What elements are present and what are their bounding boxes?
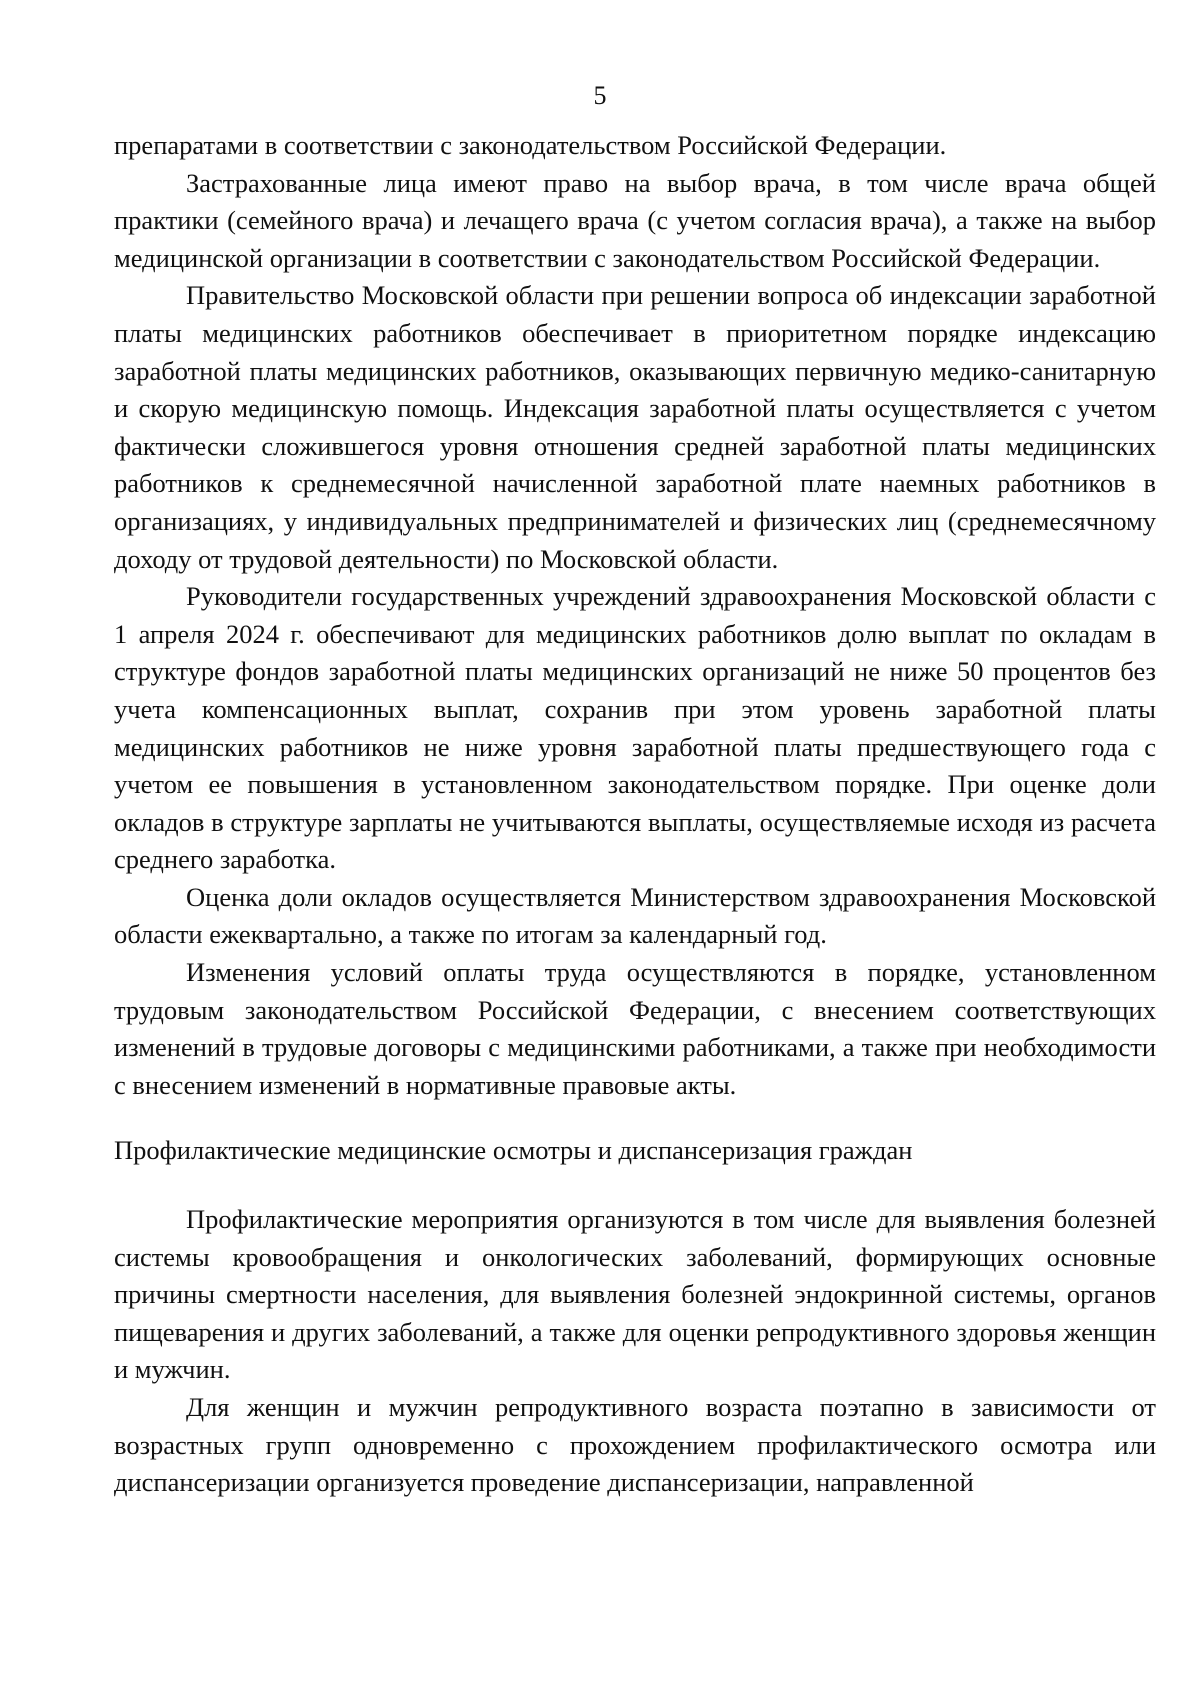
document-body [114,127,1156,1502]
paragraph-salary-share: Руководители государственных учреждений здравоохранения Московской области с 1 апреля 2024 г. обеспечивают для медицинских работников долю выплат по окладам в структуре фондов заработной платы медицинских организаций не ниже 50 процентов без учета компенсационных выплат, сохранив при этом уровень заработной платы медицинских работников не ниже уровня заработной платы предшествующего года с учетом ее повышения в установленном законодательством порядке. При оценке доли окладов в структуре зарплаты не учитываются выплаты, осуществляемые исходя из расчета среднего заработка. [114,581,1156,875]
paragraph-salary-assessment: Оценка доли окладов осуществляется Министерством здравоохранения Московской области ежеквартально, а также по итогам за календарный год. [114,881,1156,950]
paragraph-reproductive-screening: Для женщин и мужчин репродуктивного возраста поэтапно в зависимости от возрастных групп одновременно с прохождением профилактического осмотра или диспансеризации организуется проведение диспансеризации, направленной [114,1392,1156,1498]
paragraph-continuation: препаратами в соответствии с законодательством Российской Федерации. [114,130,947,160]
page-number: 5 [593,81,607,110]
paragraph-salary-indexation: Правительство Московской области при решении вопроса об индексации заработной платы медицинских работников обеспечивает в приоритетном порядке индексацию заработной платы медицинских работников, оказывающих первичную медико-санитарную и скорую медицинскую помощь. Индексация заработной платы осуществляется с учетом фактически сложившегося уровня отношения средней заработной платы медицинских работников к среднемесячной начисленной заработной плате наемных работников в организациях, у индивидуальных предпринимателей и физических лиц (среднемесячному доходу от трудовой деятельности) по Московской области. [114,280,1156,574]
paragraph-choice-of-doctor: Застрахованные лица имеют право на выбор врача, в том числе врача общей практики (семейного врача) и лечащего врача (с учетом согласия врача), а также на выбор медицинской организации в соответствии с законодательством Российской Федерации. [114,167,1156,273]
paragraph-preventive-measures: Профилактические мероприятия организуются в том числе для выявления болезней системы кровообращения и онкологических заболеваний, формирующих основные причины смертности населения, для выявления болезней эндокринной системы, органов пищеварения и других заболеваний, а также для оценки репродуктивного здоровья женщин и мужчин. [114,1204,1156,1385]
section-heading: Профилактические медицинские осмотры и диспансеризация граждан [114,1135,913,1166]
paragraph-pay-conditions: Изменения условий оплаты труда осуществляются в порядке, установленном трудовым законодательством Российской Федерации, с внесением соответствующих изменений в трудовые договоры с медицинскими работниками, а также при необходимости с внесением изменений в нормативные правовые акты. [114,957,1156,1100]
